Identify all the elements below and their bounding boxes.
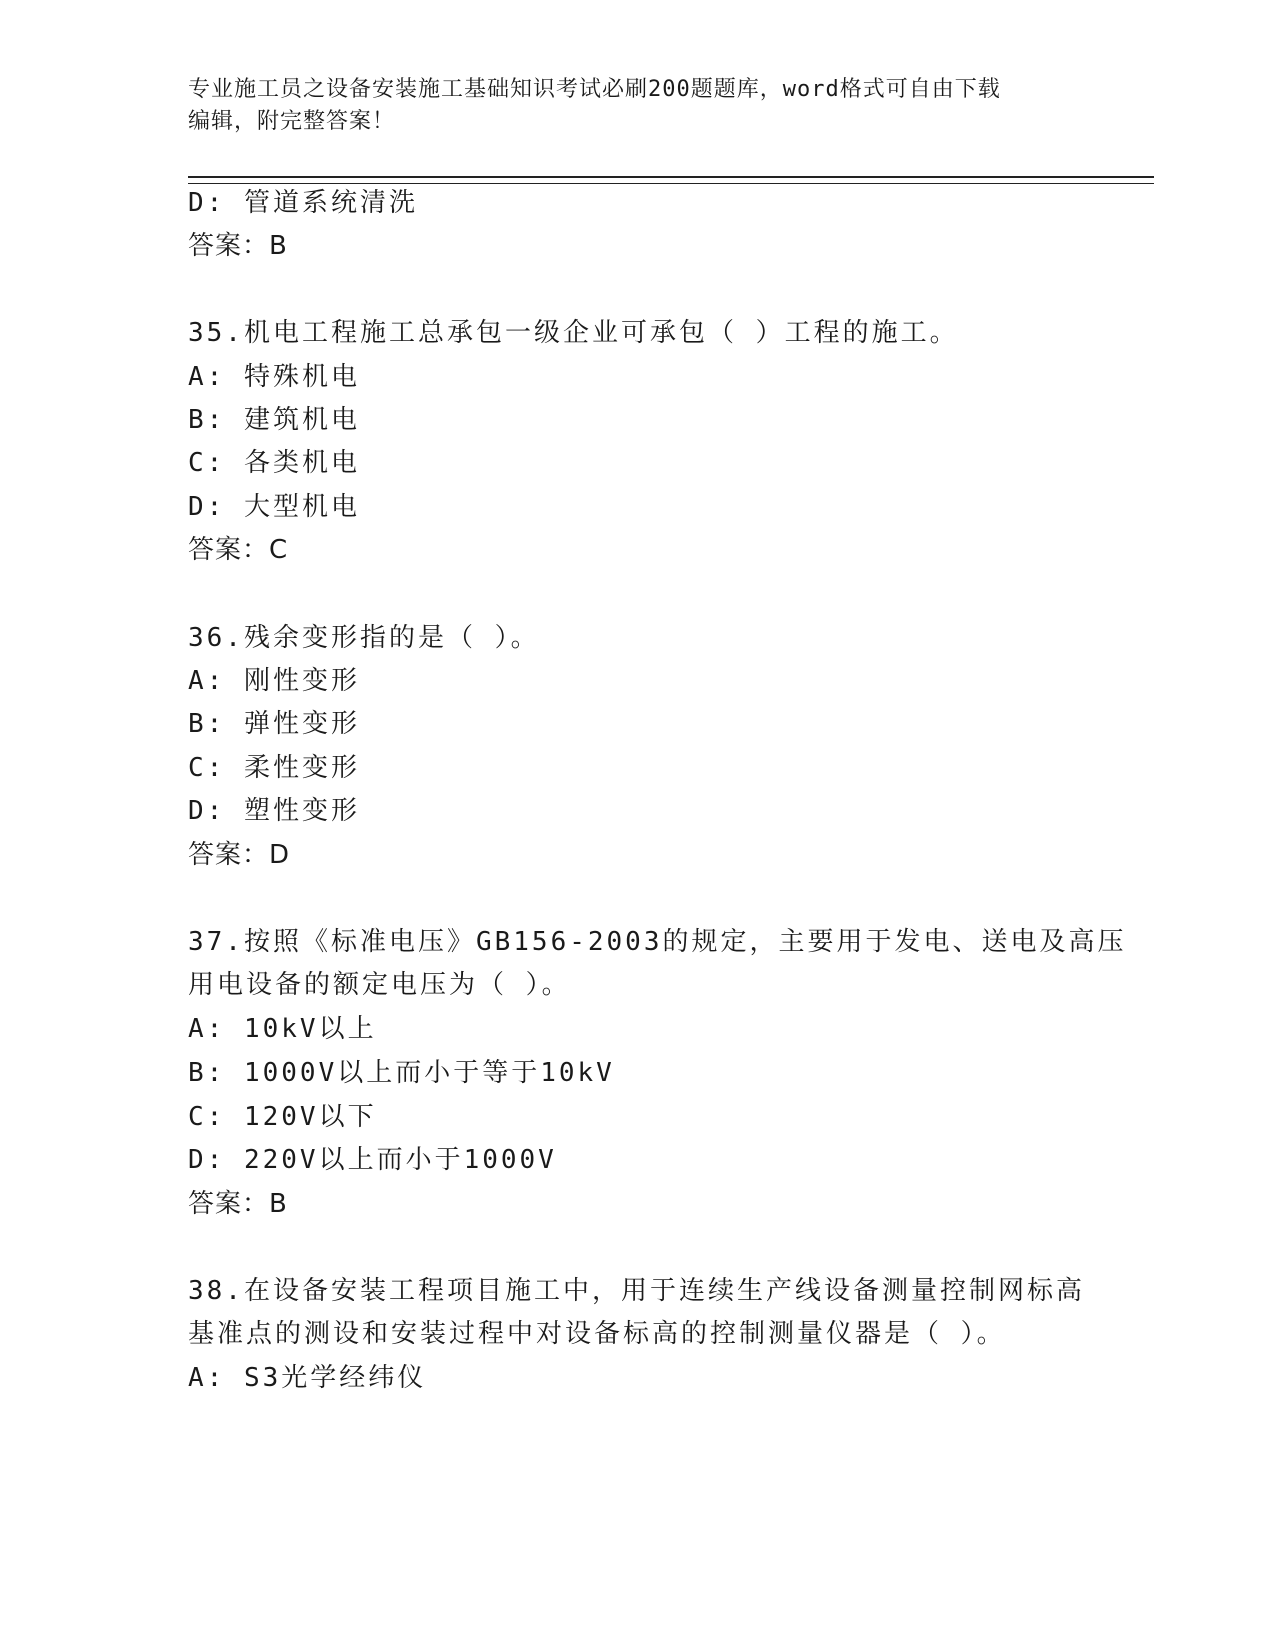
- q35-option-c: C: 各类机电: [188, 448, 360, 478]
- q37-option-d: D: 220V以上而小于1000V: [188, 1145, 557, 1175]
- q36-option-b: B: 弹性变形: [188, 709, 360, 739]
- q37-answer: 答案：B: [188, 1189, 288, 1219]
- header-line-1: 专业施工员之设备安装施工基础知识考试必刷200题题库，word格式可自由下载: [188, 77, 1001, 102]
- q38-stem-line-1: 38.在设备安装工程项目施工中，用于连续生产线设备测量控制网标高: [188, 1276, 1085, 1306]
- q37-stem-line-1: 37.按照《标准电压》GB156-2003的规定，主要用于发电、送电及高压: [188, 927, 1127, 957]
- q35-answer: 答案：C: [188, 535, 289, 565]
- q37-stem-line-2: 用电设备的额定电压为（ ）。: [188, 970, 571, 1000]
- document-header: [188, 74, 1068, 138]
- q36-option-c: C: 柔性变形: [188, 753, 360, 783]
- q37-option-a: A: 10kV以上: [188, 1014, 377, 1044]
- header-line-2: 编辑，附完整答案！: [188, 109, 396, 134]
- q37-option-b: B: 1000V以上而小于等于10kV: [188, 1058, 615, 1088]
- prev-option-d: D: 管道系统清洗: [188, 188, 418, 218]
- prev-answer: 答案：B: [188, 231, 288, 261]
- q35-option-d: D: 大型机电: [188, 492, 360, 522]
- header-divider-thick: [188, 176, 1154, 178]
- q36-stem: 36.残余变形指的是（ ）。: [188, 623, 540, 653]
- q36-option-a: A: 刚性变形: [188, 666, 360, 696]
- q35-stem: 35.机电工程施工总承包一级企业可承包（ ）工程的施工。: [188, 318, 959, 348]
- q38-stem-line-2: 基准点的测设和安装过程中对设备标高的控制测量仪器是（ ）。: [188, 1319, 1006, 1349]
- header-divider-thin: [188, 183, 1154, 184]
- q37-option-c: C: 120V以下: [188, 1102, 377, 1132]
- q36-answer: 答案：D: [188, 840, 291, 870]
- q35-option-a: A: 特殊机电: [188, 362, 360, 392]
- q36-option-d: D: 塑性变形: [188, 796, 360, 826]
- q38-option-a: A: S3光学经纬仪: [188, 1363, 427, 1393]
- q35-option-b: B: 建筑机电: [188, 405, 360, 435]
